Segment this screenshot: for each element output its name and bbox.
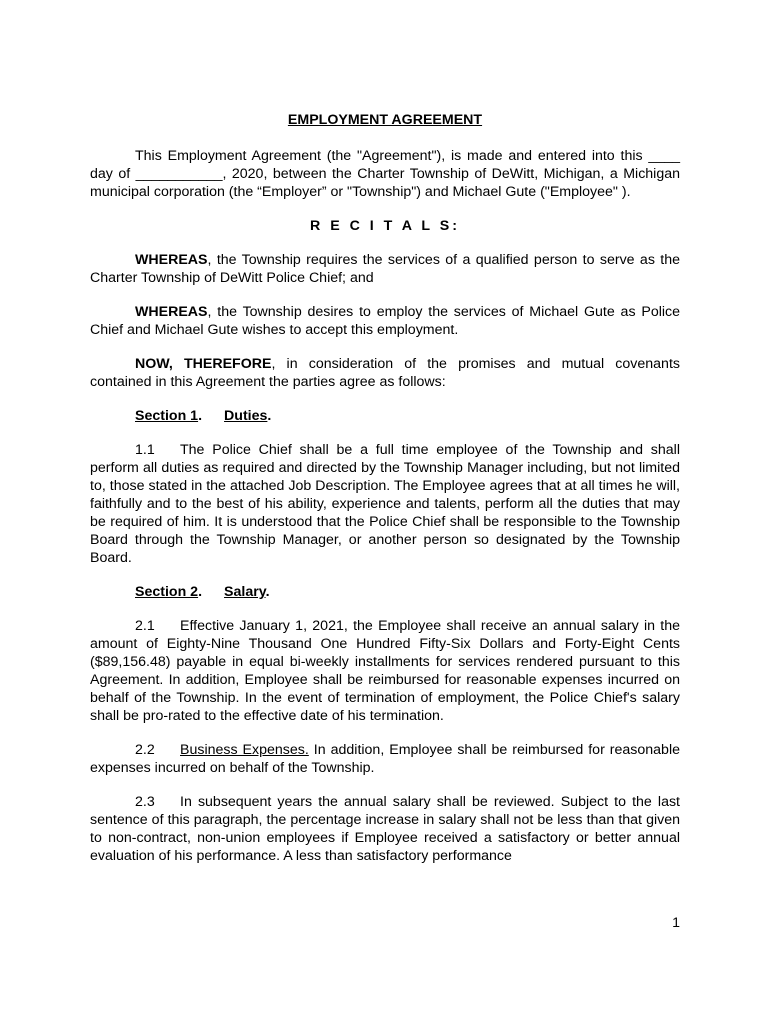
section-1-label: Section 1 bbox=[135, 408, 199, 424]
paragraph-2-2 bbox=[90, 741, 680, 777]
page-number: 1 bbox=[672, 915, 680, 931]
intro-paragraph: This Employment Agreement (the "Agreement"), is made and entered into this ____ day of ___________, 2020, between the Charter Township of DeWitt, Michigan, a Michigan municipal corporation (the “Employer” or "Township") and Michael Gute ("Employee" ). bbox=[90, 148, 680, 200]
paragraph-text: In addition, Employee shall be reimbursed for reasonable expenses incurred on behalf of the Township. bbox=[90, 742, 680, 776]
whereas-lead: WHEREAS bbox=[135, 252, 208, 268]
paragraph-text: Effective January 1, 2021, the Employee shall receive an annual salary in the amount of Eighty-Nine Thousand One Hundred Fifty-Six Dollars and Forty-Eight Cents ($89,156.48) payable in equal bi-weekly installments for services rendered pursuant to this Agreement. In addition, Employee shall be reimbursed for reasonable expenses incurred on behalf of the Township. In the event of termination of employment, the Police Chief's salary shall be pro-rated to the effective date of his termination. bbox=[90, 618, 680, 724]
section-2-title: Salary bbox=[224, 584, 266, 600]
now-therefore-text: , in consideration of the promises and mutual covenants contained in this Agreement the parties agree as follows: bbox=[90, 356, 680, 390]
whereas-text: , the Township requires the services of a qualified person to serve as the Charter Township of DeWitt Police Chief; and bbox=[90, 252, 680, 286]
paragraph-number: 1.1 bbox=[135, 442, 155, 458]
paragraph-2-1 bbox=[90, 617, 680, 725]
business-expenses-heading: Business Expenses. bbox=[180, 742, 309, 758]
paragraph-2-3 bbox=[90, 793, 680, 865]
recitals-heading: R E C I T A L S: bbox=[310, 218, 460, 234]
paragraph-1-1 bbox=[90, 441, 680, 567]
whereas-text: , the Township desires to employ the services of Michael Gute as Police Chief and Michael Gute wishes to accept this employment. bbox=[90, 304, 680, 338]
paragraph-number: 2.3 bbox=[135, 794, 155, 810]
document-title: EMPLOYMENT AGREEMENT bbox=[287, 112, 483, 128]
paragraph-text: In subsequent years the annual salary shall be reviewed. Subject to the last sentence of this paragraph, the percentage increase in salary shall not be less than that given to non-contract, non-union employees if Employee received a satisfactory or better annual evaluation of his performance. A less than satisfactory performance bbox=[90, 794, 680, 864]
section-1-title: Duties bbox=[224, 408, 268, 424]
section-2-label: Section 2 bbox=[135, 584, 199, 600]
now-therefore-paragraph bbox=[90, 355, 680, 391]
whereas-paragraph-1 bbox=[90, 251, 680, 287]
whereas-lead: WHEREAS bbox=[135, 304, 208, 320]
whereas-paragraph-2 bbox=[90, 303, 680, 339]
now-therefore-lead: NOW, THEREFORE bbox=[135, 356, 272, 372]
section-2-heading: Section 2. Salary. bbox=[135, 584, 270, 600]
section-1-heading: Section 1. Duties. bbox=[135, 408, 272, 424]
paragraph-text: The Police Chief shall be a full time employee of the Township and shall perform all duties as required and directed by the Township Manager including, but not limited to, those stated in the attached Job Description. The Employee agrees that at all times he will, faithfully and to the best of his ability, experience and talents, perform all the duties that may be required of him. It is understood that the Police Chief shall be responsible to the Township Board through the Township Manager, or another person so designated by the Township Board. bbox=[90, 442, 680, 566]
paragraph-number: 2.1 bbox=[135, 618, 155, 634]
document-body bbox=[90, 110, 680, 881]
paragraph-number: 2.2 bbox=[135, 742, 155, 758]
